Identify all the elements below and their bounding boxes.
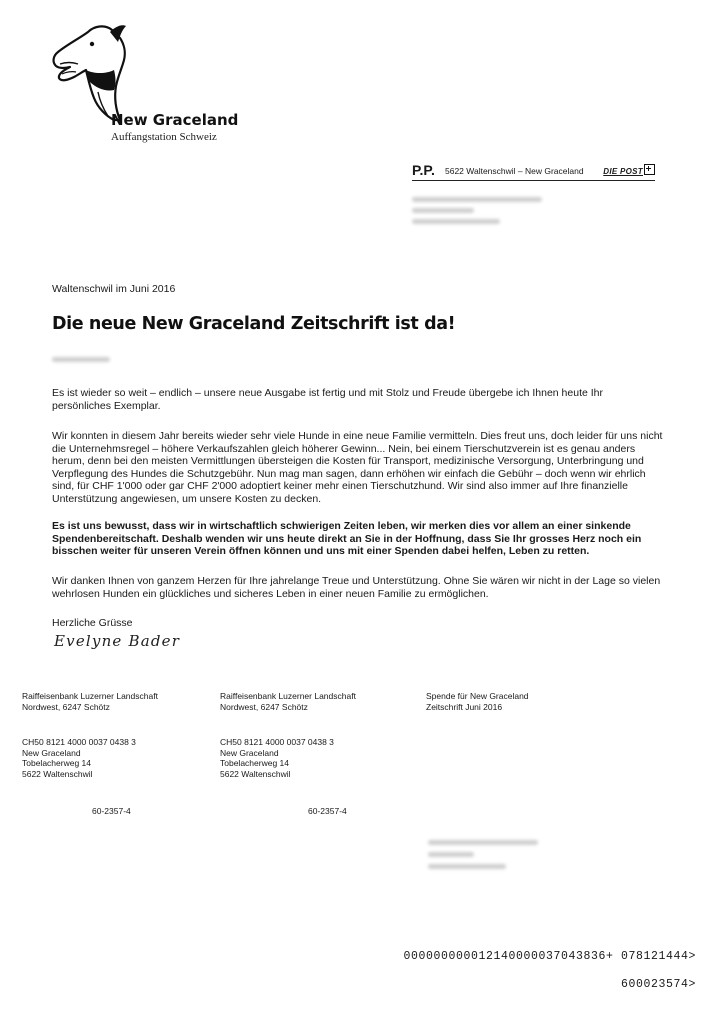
greyhound-head-icon (50, 22, 130, 122)
organization-subtitle: Auffangstation Schweiz (111, 131, 217, 143)
paragraph-intro: Es ist wieder so weit – endlich – unsere neue Ausgabe ist fertig und mit Stolz und Freude übergebe ich Ihnen heute Ihr persönliches Exemplar. (52, 387, 604, 412)
blur-line (412, 219, 500, 224)
pp-label: P.P. (412, 162, 435, 178)
salutation-blurred (52, 357, 110, 362)
slip-account-left: 60-2357-4 (92, 806, 131, 816)
postage-line (412, 162, 655, 181)
blur-line (428, 852, 474, 857)
blur-line (428, 864, 506, 869)
slip-account-middle: 60-2357-4 (308, 806, 347, 816)
paragraph-appeal: Es ist uns bewusst, dass wir in wirtschaftlich schwierigen Zeiten leben, wir merken dies vor allem an einer sinkende Spendenbereitschaft. Deshalb wenden wir uns heute direkt an Sie in der Hoffnung, dass Sie Ihr grosses Herz noch ein bisschen weiter für unseren Verein öffnen können und uns mit einer Spenden dabei helfen, Leben zu retten. (52, 520, 642, 557)
ocr-account-line: 600023574> (620, 978, 696, 991)
paragraph-thanks: Wir danken Ihnen von ganzem Herzen für Ihre jahrelange Treue und Unterstützung. Ohne Sie wären wir nicht in der Lage so vielen wehrlosen Hunden ein glückliches und sicheres Leben in einer neuen Familie zu ermöglichen. (52, 575, 661, 600)
slip-payee-left: CH50 8121 4000 0037 0438 3 New Graceland Tobelacherweg 14 5622 Waltenschwil (22, 737, 136, 779)
blur-line (412, 197, 542, 202)
recipient-address-blurred (412, 197, 562, 224)
organization-name: New Graceland (111, 111, 239, 129)
slip-bank-left: Raiffeisenbank Luzerner Landschaft Nordwest, 6247 Schötz (22, 691, 158, 712)
blur-line (428, 840, 538, 845)
blur-line (412, 208, 474, 213)
post-logo (603, 164, 655, 176)
closing-greeting: Herzliche Grüsse (52, 617, 133, 629)
ocr-code-line: 000000000012140000037043836+ 078121444> (403, 950, 696, 963)
slip-bank-middle: Raiffeisenbank Luzerner Landschaft Nordwest, 6247 Schötz (220, 691, 356, 712)
signature: Evelyne Bader (54, 632, 181, 650)
slip-purpose: Spende für New Graceland Zeitschrift Juni 2016 (426, 691, 529, 712)
post-logo-text: DIE POST (603, 167, 643, 176)
slip-address-blurred (428, 840, 548, 869)
paragraph-costs: Wir konnten in diesem Jahr bereits wieder sehr viele Hunde in eine neue Familie vermitteln. Dies freut uns, doch leider für uns nicht die Unternehmsregel – höhere Verkaufszahlen gleich höherer Gewinn... Nein, bei einem Tierschutzverein ist es genau anders herum, denn bei den meisten Vermittlungen übersteigen die Kosten für Transport, medizinische Versorgung, Unterbringung und Verpflegung des Hundes die Schutzgebühr. Nun mag man sagen, dann erhöhen wir einfach die Gebühr – doch wenn wir ehrlich sind, für CHF 1'000 oder gar CHF 2'000 adoptiert keiner mehr einen Tierschutzhund. Wir sind also immer auf Ihre finanzielle Unterstützung angewiesen, um unsere Kosten zu decken. (52, 430, 663, 505)
date-line: Waltenschwil im Juni 2016 (52, 283, 176, 295)
slip-payee-middle: CH50 8121 4000 0037 0438 3 New Graceland Tobelacherweg 14 5622 Waltenschwil (220, 737, 334, 779)
sender-address: 5622 Waltenschwil – New Graceland (445, 166, 584, 176)
swiss-cross-icon (644, 164, 655, 175)
page-title: Die neue New Graceland Zeitschrift ist da! (52, 314, 456, 334)
